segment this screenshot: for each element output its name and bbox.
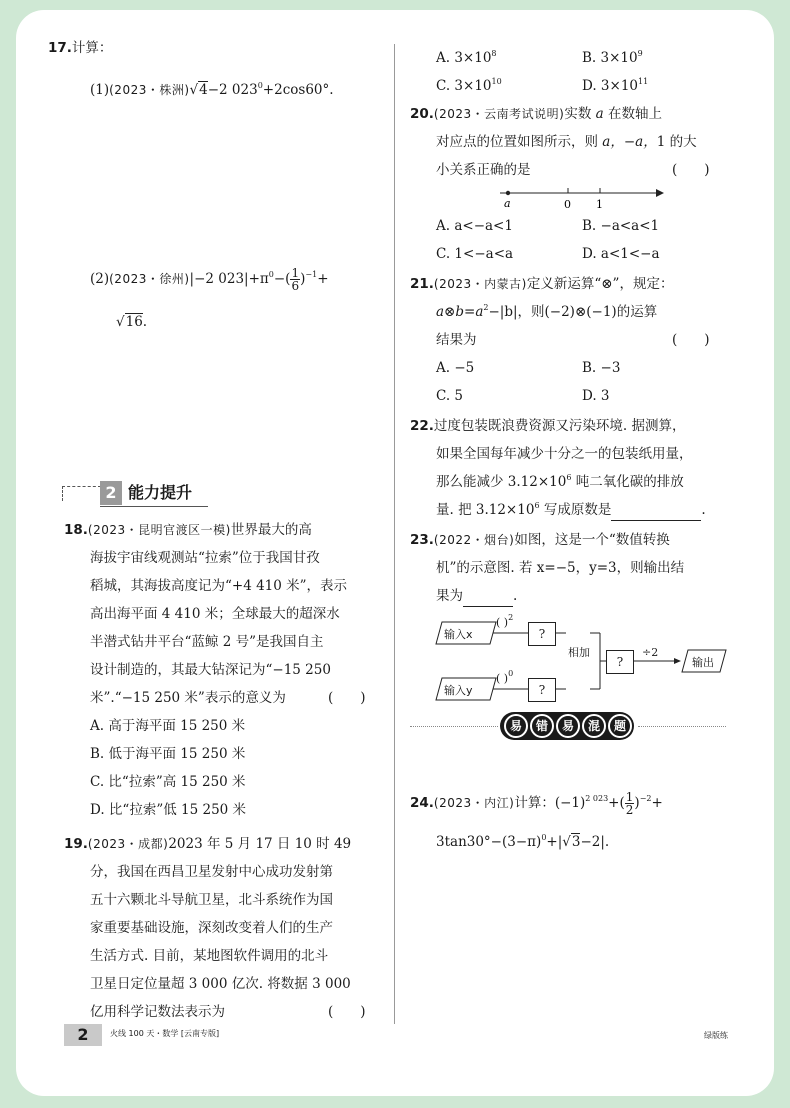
option-a: A. a<−a<1 <box>436 218 513 234</box>
number-line-arrow <box>656 189 664 197</box>
exponent: 2 <box>508 613 514 622</box>
source-tag: (2023・内江) <box>433 796 515 810</box>
answer-parentheses: ( ) <box>328 690 366 706</box>
option-text: A. 3×10 <box>436 50 492 66</box>
expression: +( <box>608 795 625 811</box>
exponent: 0 <box>541 833 547 842</box>
question-text: 对应点的位置如图所示，则 <box>436 134 598 150</box>
source-tag: (2023・成都) <box>87 837 169 851</box>
fraction <box>625 791 635 816</box>
output-label: 输出 <box>692 656 714 669</box>
expression: 计算：(−1) <box>514 795 586 811</box>
source-tag: (2023・株洲) <box>109 83 190 97</box>
exponent: 8 <box>491 49 497 58</box>
exponent: −1 <box>305 270 318 279</box>
question-text: 世界最大的高 <box>230 522 312 538</box>
result-box-x: ? <box>528 622 556 646</box>
brand-label: 绿版练 <box>704 1031 728 1040</box>
option-d: D. 比“拉索”低 15 250 米 <box>90 802 247 818</box>
answer-parentheses: ( ) <box>328 1004 366 1020</box>
zero-power-operation <box>496 669 514 685</box>
variables: a，−a， <box>602 134 657 150</box>
flowchart-connectors <box>434 614 730 706</box>
part-label: (1) <box>90 82 110 98</box>
dotted-rule-left <box>410 726 498 727</box>
option-a: A. −5 <box>436 360 475 376</box>
expression: −2 023 <box>207 82 258 98</box>
option-a <box>436 48 497 68</box>
input-x-label: 输入x <box>444 628 473 641</box>
question-text: 生活方式. 目前，某地图软件调用的北斗 <box>90 948 329 964</box>
dotted-rule-right <box>638 726 726 727</box>
add-label: 相加 <box>568 646 590 659</box>
option-text: C. 3×10 <box>436 78 492 94</box>
page-number: 2 <box>64 1024 102 1046</box>
input-y-label: 输入y <box>444 684 473 697</box>
question-17-part-2-cont <box>116 312 147 332</box>
label-a: a <box>504 197 511 210</box>
question-text: 定义新运算“⊗”，规定： <box>526 276 674 292</box>
punctuation: . <box>513 588 518 604</box>
radicand: 4 <box>199 82 208 98</box>
section-header-ability <box>62 481 212 509</box>
answer-blank[interactable] <box>611 500 701 521</box>
section-header-common-mistakes <box>410 710 724 740</box>
option-d: D. a<1<−a <box>582 246 660 262</box>
sqrt-sign: √ <box>562 834 571 850</box>
question-text: 如果全国每年减少十分之一的包装纸用量， <box>436 446 693 462</box>
question-number: 19. <box>64 836 88 852</box>
exponent: 0 <box>268 270 274 279</box>
exponent: 2 <box>483 303 489 312</box>
expression: −( <box>273 271 291 287</box>
denominator: 2 <box>625 803 634 817</box>
question-text: 分，我国在西昌卫星发射中心成功发射第 <box>90 864 333 880</box>
square-operation <box>496 613 514 629</box>
radicand: 3 <box>571 834 581 850</box>
expression: |−2 023|+π <box>189 271 269 287</box>
question-text: 1 的大 <box>656 134 697 150</box>
question-text: 写成原数是 <box>539 502 612 518</box>
question-17-part-1 <box>90 80 334 100</box>
question-text: 五十六颗北斗导航卫星，北斗系统作为国 <box>90 892 333 908</box>
badge-char: 易 <box>556 714 580 738</box>
badge-char: 混 <box>582 714 606 738</box>
question-number: 22. <box>410 418 434 434</box>
exponent: 9 <box>637 49 643 58</box>
question-text: 2023 年 5 月 17 日 10 时 49 <box>168 836 352 852</box>
exponent: 2 023 <box>585 794 609 803</box>
question-text: 果为 <box>436 588 463 604</box>
punctuation: . <box>142 314 148 330</box>
source-tag: (2022・烟台) <box>433 533 515 547</box>
book-title: 火线 100 天・数学 [云南专版] <box>110 1029 220 1038</box>
operation-text: ( ) <box>496 616 509 629</box>
option-c <box>436 76 502 96</box>
option-b <box>582 48 643 68</box>
question-text: 海拔宇宙线观测站“拉索”位于我国甘孜 <box>90 550 320 566</box>
source-tag: (2023・昆明官渡区一模) <box>87 523 231 537</box>
question-17-heading <box>48 38 112 58</box>
exponent: 0 <box>508 669 514 678</box>
sqrt-sign: √ <box>116 314 125 330</box>
answer-parentheses: ( ) <box>672 162 710 178</box>
question-text: 过度包装既浪费资源又污染环境. 据测算， <box>433 418 686 434</box>
divide-label: ÷2 <box>642 646 659 659</box>
arrowhead <box>674 658 681 664</box>
option-b: B. −3 <box>582 360 621 376</box>
variable: a <box>595 106 604 122</box>
question-number: 21. <box>410 276 434 292</box>
question-text: 吨二氧化碳的排放 <box>571 474 684 490</box>
option-c: C. 比“拉索”高 15 250 米 <box>90 774 246 790</box>
question-text: 量. 把 3.12×10 <box>436 502 535 518</box>
denominator: 6 <box>291 279 300 293</box>
question-text: 小关系正确的是 <box>436 162 531 178</box>
section-underline <box>100 506 208 507</box>
part-label: (2) <box>90 271 110 287</box>
question-text: 亿用科学记数法表示为 <box>90 1004 225 1020</box>
question-text: 计算： <box>71 40 113 56</box>
operation-text: ( ) <box>496 672 509 685</box>
label-1: 1 <box>596 198 603 210</box>
point-a <box>506 191 510 195</box>
numerator: 1 <box>291 266 300 280</box>
section-title: 能力提升 <box>128 483 193 502</box>
option-b: B. −a<a<1 <box>582 218 660 234</box>
question-text: 半潜式钻井平台“蓝鲸 2 号”是我国自主 <box>90 634 324 650</box>
question-17-part-2 <box>90 264 329 294</box>
question-number: 20. <box>410 106 434 122</box>
exponent: 10 <box>491 77 502 86</box>
question-text: −|b|，则(−2)⊗(−1)的运算 <box>488 304 658 320</box>
question-number: 18. <box>64 522 88 538</box>
question-text: 家重要基础设施，深刻改变着人们的生产 <box>90 920 333 936</box>
numerator: 1 <box>625 790 634 804</box>
question-text: 实数 <box>564 106 592 122</box>
question-text: 如图，这是一个“数值转换 <box>514 532 670 548</box>
question-text: 机”的示意图. 若 x=−5，y=3，则输出结 <box>436 560 685 576</box>
sqrt-sign: √ <box>189 82 199 98</box>
question-text: 卫星日定位量超 3 000 亿次. 将数据 3 000 <box>90 976 351 992</box>
question-number: 24. <box>410 795 434 811</box>
option-d <box>582 76 648 96</box>
result-box-y: ? <box>528 678 556 702</box>
question-number: 23. <box>410 532 434 548</box>
section-number: 2 <box>100 481 122 505</box>
exponent: −2 <box>639 794 652 803</box>
option-b: B. 低于海平面 15 250 米 <box>90 746 246 762</box>
question-text: 在数轴上 <box>607 106 662 122</box>
source-tag: (2023・徐州) <box>109 272 190 286</box>
option-a: A. 高于海平面 15 250 米 <box>90 718 246 734</box>
expression: + <box>317 271 329 287</box>
question-text: 稻城，其海拔高度记为“+4 410 米”，表示 <box>90 578 348 594</box>
section-dotted-lead <box>62 486 101 501</box>
expression: 3tan30°−(3−π) <box>436 834 542 850</box>
option-d: D. 3 <box>582 388 610 404</box>
expression: +2cos60°. <box>262 82 334 98</box>
expression: + <box>651 795 663 811</box>
question-number: 17. <box>48 40 72 56</box>
conversion-flowchart <box>434 614 730 706</box>
question-text: 那么能减少 3.12×10 <box>436 474 567 490</box>
badge-char: 错 <box>530 714 554 738</box>
expression: ) <box>300 271 306 287</box>
source-tag: (2023・内蒙古) <box>433 277 527 291</box>
badge-char: 题 <box>608 714 632 738</box>
question-text: 结果为 <box>436 332 477 348</box>
number-line <box>496 184 666 210</box>
expression: +| <box>546 834 563 850</box>
badge-char: 易 <box>504 714 528 738</box>
question-text: 米”.“−15 250 米”表示的意义为 <box>90 690 286 706</box>
punctuation: . <box>701 502 706 518</box>
option-text: D. 3×10 <box>582 78 639 94</box>
label-0: 0 <box>564 198 571 210</box>
answer-parentheses: ( ) <box>672 332 710 348</box>
exponent: 6 <box>566 473 572 482</box>
exponent: 6 <box>534 501 540 510</box>
source-tag: (2023・云南考试说明) <box>433 107 565 121</box>
expression: ) <box>634 795 640 811</box>
answer-blank[interactable] <box>463 586 513 607</box>
option-c: C. 5 <box>436 388 464 404</box>
option-text: B. 3×10 <box>582 50 638 66</box>
expression: −2|. <box>580 834 610 850</box>
exponent: 0 <box>257 81 263 90</box>
question-text: 高出海平面 4 410 米；全球最大的超深水 <box>90 606 340 622</box>
exponent: 11 <box>638 77 649 86</box>
page-footer <box>64 1024 734 1048</box>
radicand: 16 <box>125 314 143 330</box>
fraction <box>290 267 300 292</box>
sum-box: ? <box>606 650 634 674</box>
question-text: 设计制造的，其最大钻深记为“−15 250 <box>90 662 331 678</box>
column-divider <box>394 44 395 1024</box>
expression: a⊗b=a <box>436 304 484 320</box>
option-c: C. 1<−a<a <box>436 246 514 262</box>
